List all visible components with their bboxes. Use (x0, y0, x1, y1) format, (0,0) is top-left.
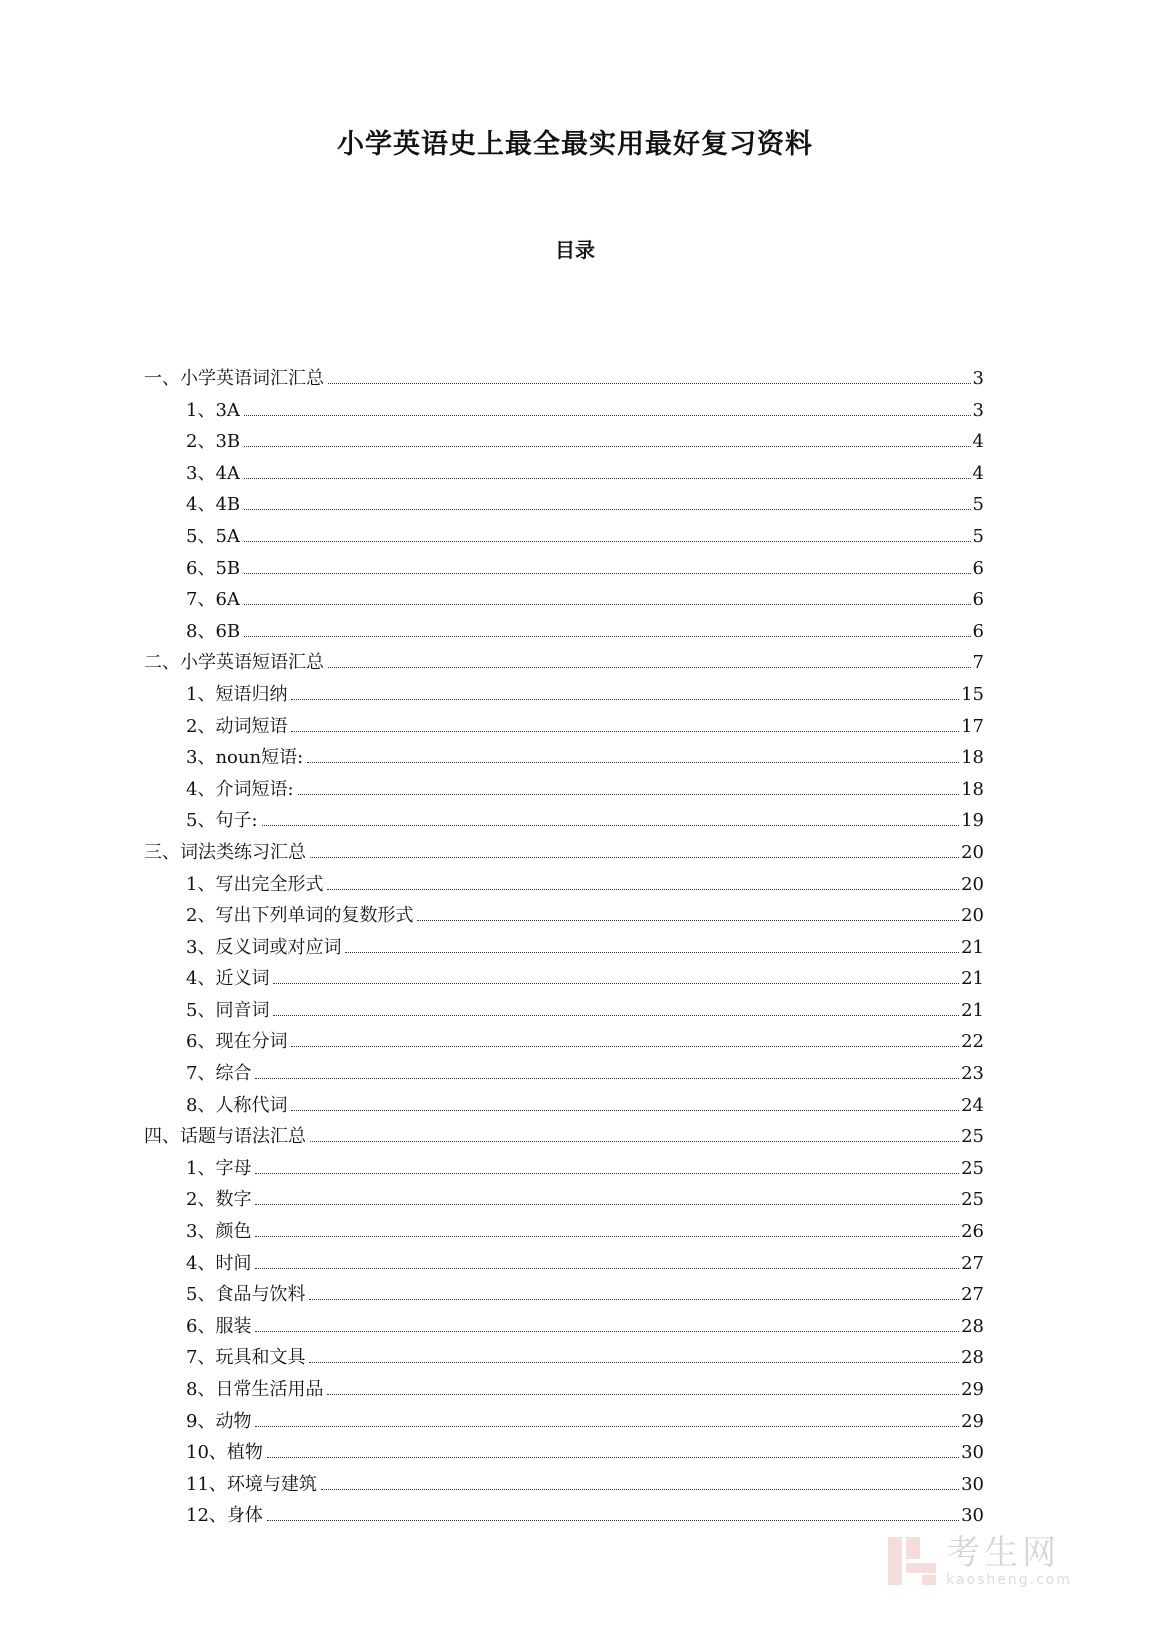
toc-entry-page: 28 (961, 1347, 984, 1369)
toc-entry-page: 15 (961, 683, 984, 705)
toc-entry-label: 7、综合 (186, 1063, 252, 1085)
toc-entry[interactable] (144, 743, 984, 775)
toc-entry[interactable] (144, 1091, 984, 1123)
watermark-logo-icon (886, 1535, 938, 1587)
toc-entry[interactable] (144, 838, 984, 870)
toc-leader-dots (244, 415, 971, 416)
toc-entry-page: 18 (961, 778, 984, 800)
toc-entry-label: 12、身体 (186, 1505, 263, 1527)
toc-entry-label: 4、近义词 (186, 968, 270, 990)
toc-leader-dots (273, 983, 959, 984)
watermark-name: 考生网 (946, 1533, 1061, 1573)
toc-leader-dots (244, 478, 971, 479)
toc-entry-page: 30 (961, 1505, 984, 1527)
toc-entry-label: 三、词法类练习汇总 (144, 841, 306, 863)
toc-entry[interactable] (144, 617, 984, 649)
toc-entry-page: 20 (961, 841, 984, 863)
toc-entry-label: 3、noun短语: (186, 747, 304, 769)
table-of-contents (144, 364, 984, 1533)
toc-entry-label: 2、写出下列单词的复数形式 (186, 905, 414, 927)
toc-leader-dots (273, 1015, 959, 1016)
toc-entry-label: 1、写出完全形式 (186, 873, 324, 895)
toc-entry-label: 二、小学英语短语汇总 (144, 652, 324, 674)
toc-entry[interactable] (144, 1501, 984, 1533)
toc-entry[interactable] (144, 1407, 984, 1439)
toc-leader-dots (267, 1520, 959, 1521)
toc-entry-label: 1、短语归纳 (186, 683, 288, 705)
toc-leader-dots (291, 1046, 959, 1047)
toc-entry-page: 4 (972, 462, 984, 484)
toc-entry[interactable] (144, 522, 984, 554)
toc-entry-label: 一、小学英语词汇汇总 (144, 368, 324, 389)
toc-leader-dots (244, 573, 970, 574)
toc-entry-label: 6、现在分词 (186, 1031, 288, 1053)
toc-entry-page: 5 (972, 494, 984, 516)
toc-leader-dots (255, 1204, 959, 1205)
toc-leader-dots (244, 636, 970, 637)
toc-entry[interactable] (144, 1185, 984, 1217)
toc-leader-dots (244, 604, 971, 605)
toc-entry[interactable] (144, 490, 984, 522)
toc-leader-dots (328, 667, 971, 668)
toc-leader-dots (309, 1299, 959, 1300)
toc-entry[interactable] (144, 1154, 984, 1186)
toc-entry-page: 25 (961, 1157, 984, 1179)
toc-entry-page: 28 (961, 1315, 984, 1337)
toc-leader-dots (244, 541, 971, 542)
toc-leader-dots (267, 1457, 959, 1458)
toc-entry[interactable] (144, 648, 984, 680)
toc-entry-label: 7、6A (186, 589, 240, 611)
toc-entry-page: 26 (961, 1221, 984, 1243)
toc-entry-page: 6 (972, 589, 984, 611)
toc-entry[interactable] (144, 964, 984, 996)
toc-leader-dots (255, 1426, 959, 1427)
toc-leader-dots (307, 762, 959, 763)
toc-leader-dots (255, 1236, 959, 1237)
toc-entry[interactable] (144, 554, 984, 586)
toc-entry-label: 8、人称代词 (186, 1094, 288, 1116)
toc-entry[interactable] (144, 585, 984, 617)
toc-entry[interactable] (144, 1217, 984, 1249)
toc-leader-dots (321, 1489, 959, 1490)
toc-leader-dots (291, 699, 959, 700)
toc-leader-dots (255, 1078, 959, 1079)
toc-entry-page: 4 (972, 431, 984, 453)
toc-leader-dots (262, 825, 960, 826)
toc-entry[interactable] (144, 1122, 984, 1154)
toc-entry[interactable] (144, 1438, 984, 1470)
toc-entry-label: 6、服装 (186, 1315, 252, 1337)
toc-entry[interactable] (144, 1470, 984, 1502)
toc-entry-label: 1、3A (186, 399, 240, 421)
toc-entry-label: 8、6B (186, 620, 241, 642)
toc-entry-page: 27 (961, 1284, 984, 1306)
toc-leader-dots (309, 1362, 959, 1363)
toc-leader-dots (255, 1173, 959, 1174)
toc-entry-page: 24 (961, 1094, 984, 1116)
toc-entry-label: 3、颜色 (186, 1221, 252, 1243)
watermark-url: kaosheng.com (946, 1572, 1072, 1588)
toc-entry-label: 5、句子: (186, 810, 258, 832)
toc-entry[interactable] (144, 775, 984, 807)
toc-entry[interactable] (144, 1312, 984, 1344)
toc-leader-dots (255, 1268, 959, 1269)
toc-entry[interactable] (144, 680, 984, 712)
toc-entry-page: 20 (961, 873, 984, 895)
toc-entry-label: 11、环境与建筑 (186, 1473, 317, 1495)
toc-entry-page: 30 (961, 1442, 984, 1464)
toc-entry-label: 4、介词短语: (186, 778, 294, 800)
toc-entry[interactable] (144, 1343, 984, 1375)
toc-entry-page: 20 (961, 905, 984, 927)
toc-entry-label: 4、时间 (186, 1252, 252, 1274)
toc-entry-page: 18 (961, 747, 984, 769)
toc-entry[interactable] (144, 870, 984, 902)
toc-entry-label: 2、3B (186, 431, 241, 453)
toc-entry[interactable] (144, 427, 984, 459)
toc-entry-label: 2、数字 (186, 1189, 252, 1211)
toc-entry-page: 29 (961, 1379, 984, 1400)
toc-entry-label: 四、话题与语法汇总 (144, 1126, 306, 1148)
toc-leader-dots (244, 509, 970, 510)
toc-entry-page: 6 (972, 620, 984, 642)
toc-entry-page: 3 (972, 368, 984, 389)
toc-entry-page: 6 (972, 557, 984, 579)
toc-entry[interactable] (144, 806, 984, 838)
toc-entry-label: 3、4A (186, 462, 240, 484)
toc-entry-page: 27 (961, 1252, 984, 1274)
toc-leader-dots (327, 1394, 959, 1395)
toc-leader-dots (327, 889, 959, 890)
toc-entry[interactable] (144, 459, 984, 491)
toc-leader-dots (298, 794, 960, 795)
toc-leader-dots (291, 731, 959, 732)
toc-entry[interactable] (144, 1280, 984, 1312)
toc-entry-page: 23 (961, 1063, 984, 1085)
toc-entry-label: 10、植物 (186, 1442, 263, 1464)
toc-entry[interactable] (144, 364, 984, 396)
toc-heading: 目录 (555, 238, 595, 262)
toc-leader-dots (310, 857, 959, 858)
toc-leader-dots (417, 920, 959, 921)
toc-entry[interactable] (144, 1249, 984, 1281)
toc-entry-label: 6、5B (186, 557, 241, 579)
document-title: 小学英语史上最全最实用最好复习资料 (337, 129, 813, 160)
toc-entry-page: 5 (972, 525, 984, 547)
toc-entry-page: 17 (961, 715, 984, 737)
toc-entry-label: 3、反义词或对应词 (186, 936, 342, 958)
toc-entry-page: 21 (961, 936, 984, 958)
toc-entry-label: 5、同音词 (186, 999, 270, 1021)
watermark (886, 1534, 1072, 1588)
toc-entry-page: 25 (961, 1126, 984, 1148)
toc-leader-dots (291, 1110, 959, 1111)
toc-entry-label: 5、5A (186, 525, 240, 547)
toc-leader-dots (328, 383, 971, 384)
toc-entry-page: 19 (961, 810, 984, 832)
toc-entry[interactable] (144, 996, 984, 1028)
toc-entry-label: 8、日常生活用品 (186, 1379, 324, 1400)
toc-leader-dots (255, 1331, 959, 1332)
toc-entry-label: 9、动物 (186, 1410, 252, 1432)
toc-entry-page: 3 (972, 399, 984, 421)
toc-entry-page: 22 (961, 1031, 984, 1053)
toc-entry-page: 21 (961, 999, 984, 1021)
toc-entry[interactable] (144, 396, 984, 428)
toc-entry-label: 1、字母 (186, 1157, 252, 1179)
toc-entry-label: 4、4B (186, 494, 241, 516)
toc-entry-page: 29 (961, 1410, 984, 1432)
toc-entry[interactable] (144, 933, 984, 965)
toc-leader-dots (310, 1141, 959, 1142)
toc-entry[interactable] (144, 712, 984, 744)
toc-entry-page: 25 (961, 1189, 984, 1211)
toc-entry[interactable] (144, 1059, 984, 1091)
toc-entry[interactable] (144, 1027, 984, 1059)
toc-entry-page: 21 (961, 968, 984, 990)
toc-entry-label: 7、玩具和文具 (186, 1347, 306, 1369)
toc-entry[interactable] (144, 901, 984, 933)
toc-leader-dots (345, 952, 959, 953)
toc-leader-dots (244, 446, 970, 447)
toc-entry-label: 2、动词短语 (186, 715, 288, 737)
toc-entry-page: 7 (972, 652, 984, 674)
toc-entry-page: 30 (961, 1473, 984, 1495)
toc-entry[interactable] (144, 1375, 984, 1407)
toc-entry-label: 5、食品与饮料 (186, 1284, 306, 1306)
